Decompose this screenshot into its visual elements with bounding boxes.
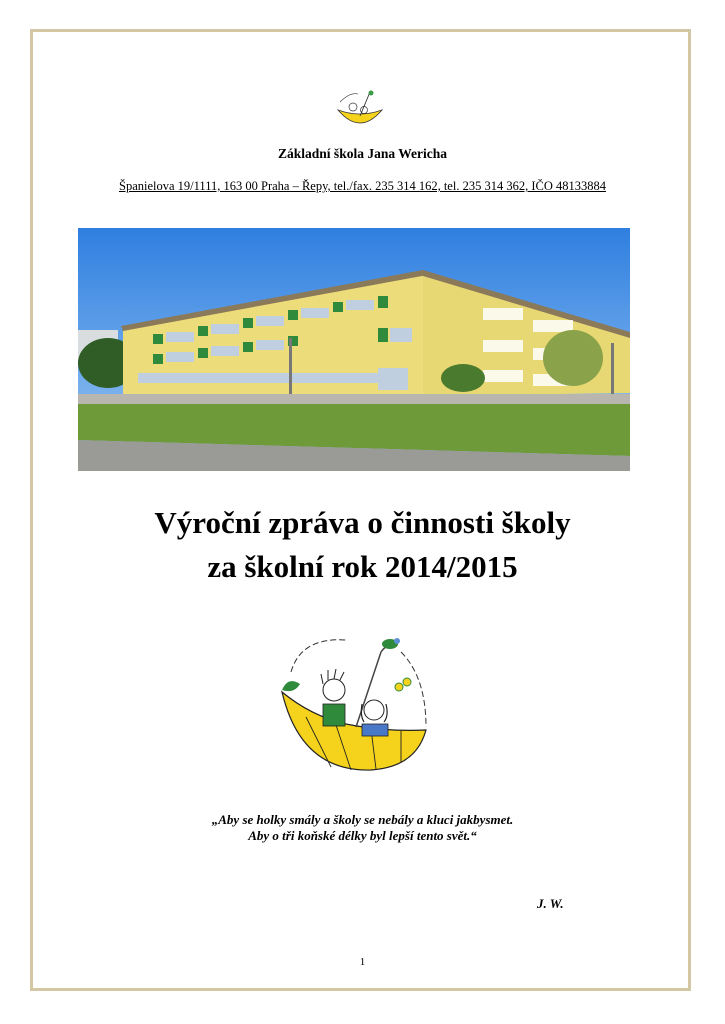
page-number: 1: [359, 956, 366, 968]
school-logo-small-icon: [332, 86, 388, 132]
motto-line1: „Aby se holky smály a školy se nebály a kluci jakbysmet.: [211, 812, 514, 827]
school-umbrella-logo-icon: [276, 632, 438, 774]
school-building-photo: [78, 228, 630, 471]
motto-line2: Aby o tři koňské délky byl lepší tento svět.“: [248, 828, 477, 843]
school-name: Základní škola Jana Wericha: [278, 146, 447, 161]
report-title-line1: Výroční zpráva o činnosti školy: [154, 505, 571, 540]
school-address: Španielova 19/1111, 163 00 Praha – Řepy, tel./fax. 235 314 162, tel. 235 314 362, IČO 48133884: [119, 179, 606, 193]
report-title-line2: za školní rok 2014/2015: [207, 549, 518, 584]
motto-author: J. W.: [537, 896, 564, 911]
